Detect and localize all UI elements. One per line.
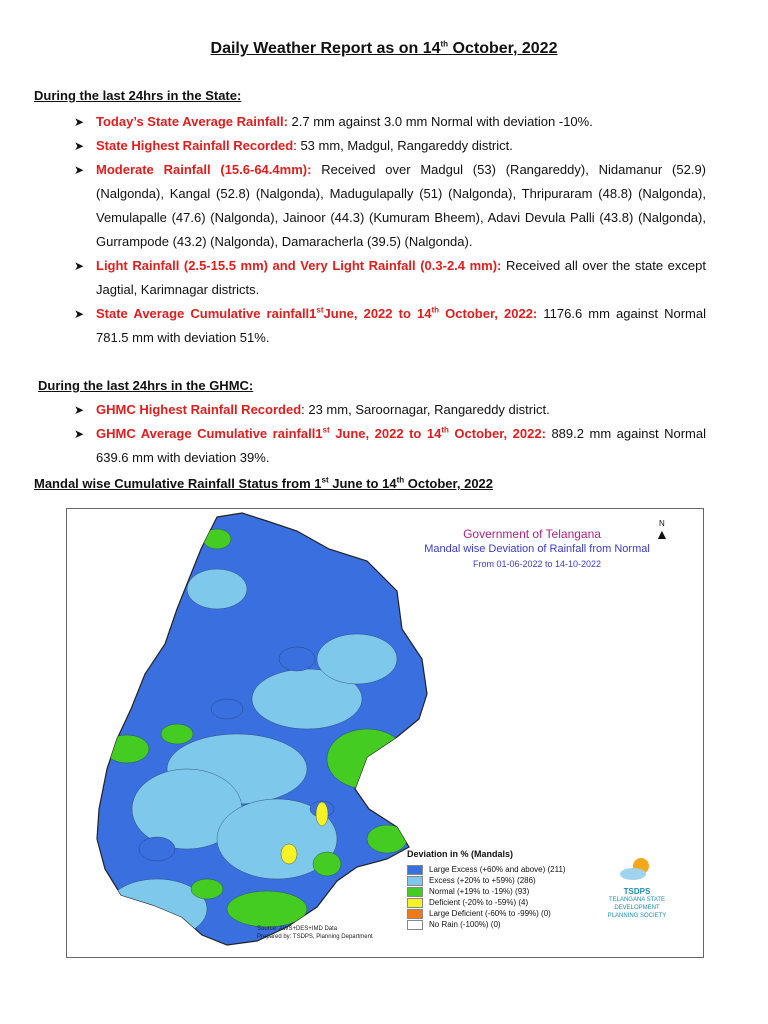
arrow-icon: ➤ bbox=[74, 259, 85, 273]
legend-item: Large Excess (+60% and above) (211) bbox=[407, 864, 587, 875]
list-item: ➤ Today’s State Average Rainfall: 2.7 mm against 3.0 mm Normal with deviation -10%. bbox=[74, 110, 706, 134]
legend-item: Normal (+19% to -19%) (93) bbox=[407, 886, 587, 897]
ghmc-bullet-list bbox=[74, 398, 706, 470]
legend-item: Deficient (-20% to -59%) (4) bbox=[407, 897, 587, 908]
map-date-range: From 01-06-2022 to 14-10-2022 bbox=[472, 559, 602, 569]
legend-item: Large Deficient (-60% to -99%) (0) bbox=[407, 908, 587, 919]
list-item: ➤ State Average Cumulative rainfall1stJune, 2022 to 14th October, 2022: 1176.6 mm against Normal 781.5 mm with deviation 51%. bbox=[74, 302, 706, 350]
arrow-icon: ➤ bbox=[74, 139, 85, 153]
sun-cloud-icon bbox=[617, 854, 657, 882]
map-subtitle: Mandal wise Deviation of Rainfall from Normal bbox=[424, 543, 650, 555]
list-item: ➤ GHMC Highest Rainfall Recorded: 23 mm, Saroornagar, Rangareddy district. bbox=[74, 398, 706, 422]
legend-item: Excess (+20% to +59%) (286) bbox=[407, 875, 587, 886]
arrow-icon: ➤ bbox=[74, 427, 85, 441]
list-item: ➤ State Highest Rainfall Recorded: 53 mm, Madgul, Rangareddy district. bbox=[74, 134, 706, 158]
rainfall-map bbox=[66, 508, 704, 958]
state-section-heading: During the last 24hrs in the State: bbox=[34, 88, 242, 103]
state-bullet-list bbox=[74, 110, 706, 350]
arrow-icon: ➤ bbox=[74, 115, 85, 129]
arrow-icon: ➤ bbox=[74, 403, 85, 417]
map-title: Government of Telangana bbox=[463, 527, 601, 541]
map-legend: Deviation in % (Mandals) Large Excess (+60% and above) (211) Excess (+20% to +59%) (286) Normal (+19% to -19%) (93) Deficient (-20% to -59%) (4) Large Deficient (-60% to -99%) (0) No Rain (-100%) (0) bbox=[407, 849, 587, 930]
mandal-heading: Mandal wise Cumulative Rainfall Status from 1st June to 14th October, 2022 bbox=[34, 475, 494, 491]
ghmc-section-heading: During the last 24hrs in the GHMC: bbox=[38, 378, 254, 393]
arrow-icon: ➤ bbox=[74, 163, 85, 177]
tsdps-logo: TSDPS TELANGANA STATE DEVELOPMENT PLANNING SOCIETY bbox=[587, 854, 687, 920]
north-arrow-icon: N ▲ bbox=[655, 519, 669, 542]
list-item: ➤ GHMC Average Cumulative rainfall1st June, 2022 to 14th October, 2022: 889.2 mm against Normal 639.6 mm with deviation 39%. bbox=[74, 422, 706, 470]
map-source-note: Source: AWS+DES+IMD Data Prepared by: TSDPS, Planning Department bbox=[257, 926, 373, 940]
list-item: ➤ Moderate Rainfall (15.6-64.4mm): Received over Madgul (53) (Rangareddy), Nidamanur (52.9) (Nalgonda), Kangal (52.8) (Nalgonda), Madugulapally (51) (Nalgonda), Thripuraram (48.8) (Nalgonda), Vemulapalle (47.6) (Nalgonda), Jainoor (44.3) (Kumuram Bheem), Adavi Devula Palli (43.8) (Nalgonda), Gurrampode (43.2) (Nalgonda), Damaracherla (39.5) (Nalgonda). bbox=[74, 158, 706, 254]
arrow-icon: ➤ bbox=[74, 307, 85, 321]
legend-item: No Rain (-100%) (0) bbox=[407, 919, 587, 930]
list-item: ➤ Light Rainfall (2.5-15.5 mm) and Very Light Rainfall (0.3-2.4 mm): Received all over the state except Jagtial, Karimnagar districts. bbox=[74, 254, 706, 302]
page-title: Daily Weather Report as on 14th October, 2022 bbox=[210, 39, 558, 57]
